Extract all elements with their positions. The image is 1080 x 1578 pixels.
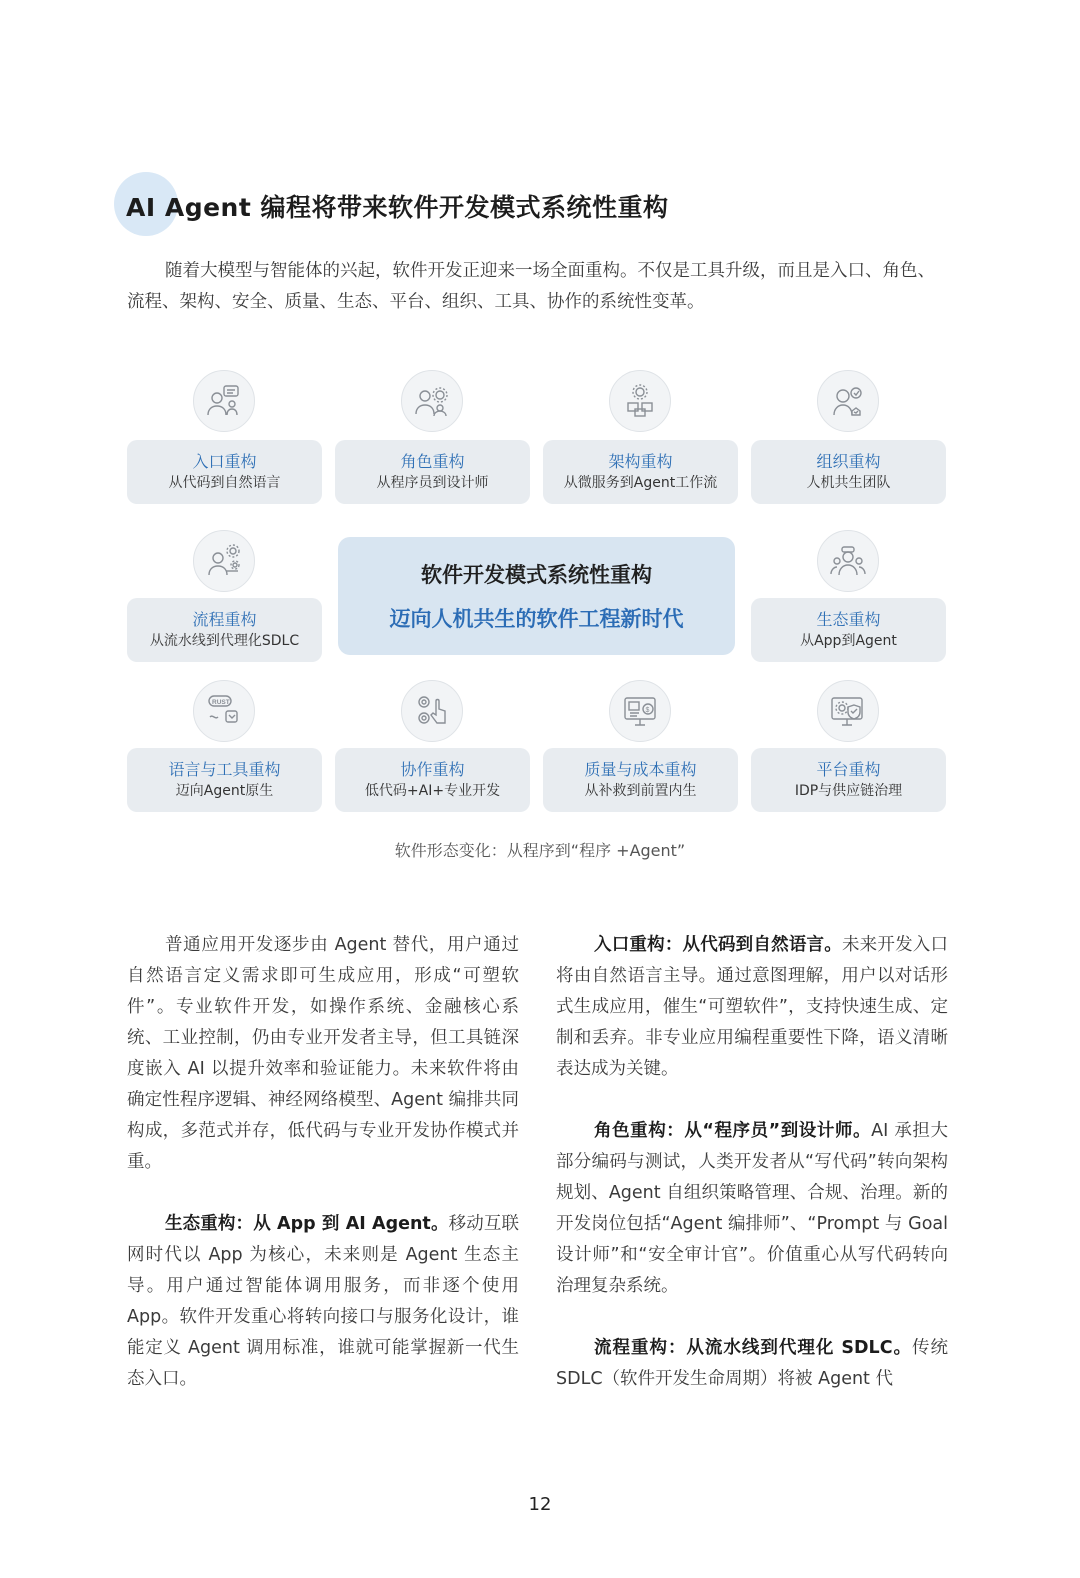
card-subtitle: 从微服务到Agent工作流	[563, 475, 718, 491]
paragraph-lead: 入口重构：从代码到自然语言。	[594, 935, 842, 955]
diagram-center-box	[338, 537, 735, 655]
collaboration-touch-icon	[401, 680, 463, 742]
card-subtitle: 从流水线到代理化SDLC	[149, 633, 300, 649]
card-title: 架构重构	[608, 452, 673, 471]
card-title: 入口重构	[192, 452, 257, 471]
card-ecosystem-restructure	[751, 598, 946, 662]
card-title: 流程重构	[192, 610, 257, 629]
people-chat-icon	[193, 370, 255, 432]
card-title: 质量与成本重构	[584, 760, 697, 779]
quality-cost-icon	[609, 680, 671, 742]
page-number: 12	[528, 1494, 552, 1515]
card-subtitle: 从代码到自然语言	[168, 475, 281, 491]
card-title: 协作重构	[400, 760, 465, 779]
center-subtitle: 迈向人机共生的软件工程新时代	[389, 607, 684, 631]
right-paragraph-3	[556, 1333, 948, 1395]
architecture-gear-icon	[609, 370, 671, 432]
card-platform-restructure	[751, 748, 946, 812]
card-process-restructure	[127, 598, 322, 662]
svg-text:$: $	[645, 707, 650, 714]
card-quality-cost-restructure	[543, 748, 738, 812]
human-machine-team-icon	[817, 370, 879, 432]
rust-language-icon	[193, 680, 255, 742]
card-subtitle: 迈向Agent原生	[175, 783, 274, 799]
workflow-person-icon	[193, 530, 255, 592]
section-title: AI Agent 编程将带来软件开发模式系统性重构	[126, 193, 669, 222]
card-subtitle: IDP与供应链治理	[794, 783, 903, 799]
card-title: 组织重构	[816, 452, 881, 471]
card-organization-restructure	[751, 440, 946, 504]
developer-designer-icon	[401, 370, 463, 432]
right-paragraph-1	[556, 930, 948, 1085]
paragraph-body: 未来开发入口将由自然语言主导。通过意图理解，用户以对话形式生成应用，催生“可塑软件”，支持快速生成、定制和丢弃。非专业应用编程重要性下降，语义清晰表达成为关键。	[556, 935, 949, 1079]
card-language-tools-restructure	[127, 748, 322, 812]
card-subtitle: 从App到Agent	[800, 633, 897, 649]
right-paragraph-2	[556, 1116, 948, 1302]
center-title: 软件开发模式系统性重构	[421, 563, 652, 587]
paragraph-lead: 流程重构：从流水线到代理化 SDLC。	[594, 1338, 913, 1358]
platform-security-icon	[817, 680, 879, 742]
ecosystem-group-icon	[817, 530, 879, 592]
paragraph-body: 传统 SDLC（软件开发生命周期）将被 Agent 代	[556, 1338, 949, 1389]
card-title: 生态重构	[816, 610, 881, 629]
card-subtitle: 人机共生团队	[806, 475, 891, 491]
card-title: 角色重构	[400, 452, 465, 471]
right-column	[556, 930, 948, 1426]
card-entry-restructure	[127, 440, 322, 504]
card-architecture-restructure	[543, 440, 738, 504]
card-subtitle: 从程序员到设计师	[376, 475, 489, 491]
paragraph-body: 移动互联网时代以 App 为核心，未来则是 Agent 生态主导。用户通过智能体调用服务，而非逐个使用 App。软件开发重心将转向接口与服务化设计，谁能定义 Agent 调用标准，谁就可能掌握新一代生态入口。	[127, 1214, 519, 1389]
card-collaboration-restructure	[335, 748, 530, 812]
diagram-caption: 软件形态变化：从程序到“程序 +Agent”	[394, 841, 686, 860]
paragraph-lead: 角色重构：从“程序员”到设计师。	[594, 1121, 872, 1141]
card-subtitle: 低代码+AI+专业开发	[364, 783, 501, 799]
card-title: 语言与工具重构	[168, 760, 281, 779]
left-column	[127, 930, 519, 1426]
left-paragraph-2	[127, 1209, 519, 1395]
card-title: 平台重构	[816, 760, 881, 779]
left-paragraph-1: 普通应用开发逐步由 Agent 替代，用户通过自然语言定义需求即可生成应用，形成“可塑软件”。专业软件开发，如操作系统、金融核心系统、工业控制，仍由专业开发者主导，但工具链深度嵌入 AI 以提升效率和验证能力。未来软件将由确定性程序逻辑、神经网络模型、Agent 编排共同构成，多范式并存，低代码与专业开发协作模式并重。	[127, 935, 519, 1172]
intro-paragraph: 随着大模型与智能体的兴起，软件开发正迎来一场全面重构。不仅是工具升级，而且是入口、角色、流程、架构、安全、质量、生态、平台、组织、工具、协作的系统性变革。	[127, 261, 935, 312]
paragraph-lead: 生态重构：从 App 到 AI Agent。	[165, 1214, 449, 1234]
svg-text:RUST: RUST	[212, 699, 230, 706]
card-role-restructure	[335, 440, 530, 504]
paragraph-body: AI 承担大部分编码与测试，人类开发者从“写代码”转向架构规划、Agent 自组织策略管理、合规、治理。新的开发岗位包括“Agent 编排师”、“Prompt 与 Goal 设计师”和“安全审计官”。价值重心从写代码转向治理复杂系统。	[556, 1121, 948, 1296]
card-subtitle: 从补救到前置内生	[584, 783, 697, 799]
